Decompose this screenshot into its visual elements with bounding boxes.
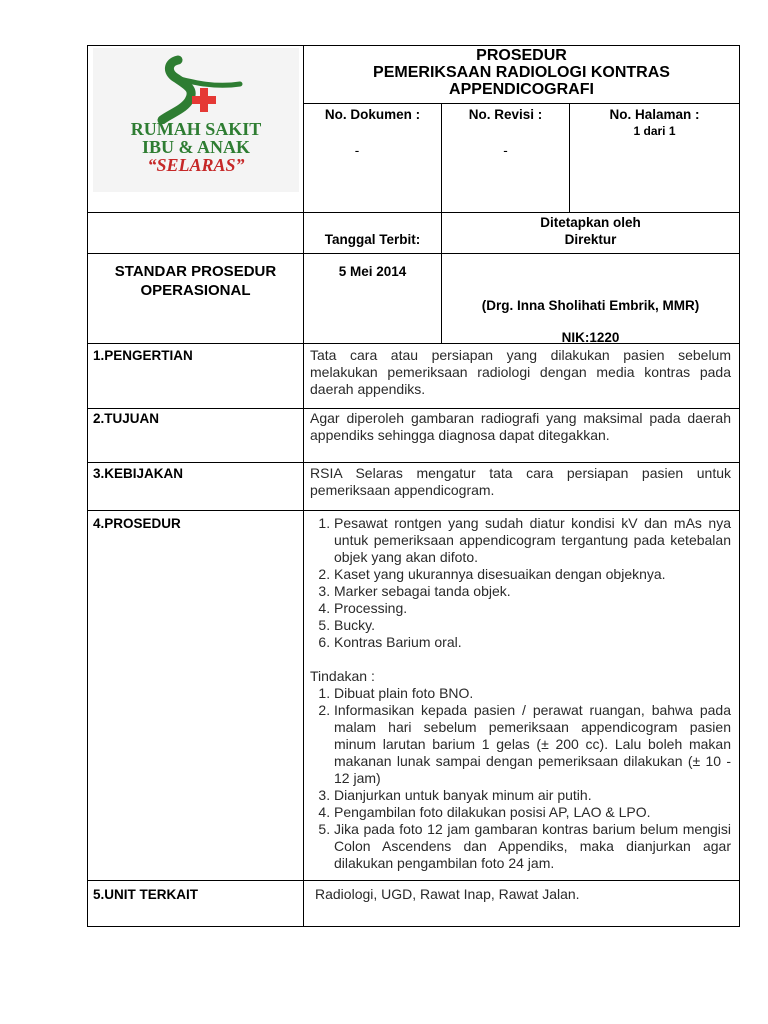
issue-date-value: 5 Mei 2014 [338, 264, 407, 279]
list-item: 1. Pesawat rontgen yang sudah diatur kondisi kV dan mAs nya untuk pemeriksaan appendicogram tergantung pada ketebalan objek yang akan difoto. [334, 515, 731, 566]
issue-date-label: Tanggal Terbit: [324, 232, 421, 247]
list-item: 6. Kontras Barium oral. [334, 634, 731, 651]
list-item: 2. Informasikan kepada pasien / perawat ruangan, bahwa pada malam hari sebelum pemeriksaan appendicogram pasien minum larutan barium 1 gelas (± 200 cc). Lalu boleh makan makanan lunak sampai dengan pemeriksaan dilakukan (± 10 - 12 jam) [334, 702, 731, 787]
section-label-tujuan: 2.TUJUAN [93, 411, 160, 426]
title-line-3: APPENDICOGRAFI [449, 81, 594, 98]
doc-number-label: No. Dokumen : [324, 107, 421, 122]
signer-name: (Drg. Inna Sholihati Embrik, MMR) [481, 298, 700, 313]
sop-line-2: OPERASIONAL [140, 282, 251, 299]
hospital-logo [93, 48, 299, 192]
section-text-pengertian: Tata cara atau persiapan yang dilakukan pasien sebelum melakukan pemeriksaan radiologi dengan media kontras pada daerah appendiks. [310, 347, 731, 397]
equipment-list [310, 515, 731, 651]
page-number-value: 1 dari 1 [633, 124, 676, 138]
logo-emblem-icon [148, 54, 258, 124]
action-list [310, 685, 731, 872]
approved-by-line-1: Ditetapkan oleh [540, 215, 641, 230]
section-text-tujuan: Agar diperoleh gambaran radiografi yang maksimal pada daerah appendiks sehingga diagnosa dapat ditegakkan. [310, 410, 731, 443]
approved-by [442, 214, 739, 248]
revision-value: - [503, 143, 508, 158]
list-item: 1. Dibuat plain foto BNO. [334, 685, 731, 702]
sop-line-1: STANDAR PROSEDUR [114, 263, 277, 280]
section-label-pengertian: 1.PENGERTIAN [93, 348, 193, 363]
page-number-label: No. Halaman : [609, 107, 700, 122]
section-text-unit: Radiologi, UGD, Rawat Inap, Rawat Jalan. [315, 886, 580, 902]
tindakan-label: Tindakan : [310, 668, 375, 684]
logo-line-2: IBU & ANAK [141, 137, 250, 157]
logo-line-1: RUMAH SAKIT [130, 119, 262, 139]
title-line-2: PEMERIKSAAN RADIOLOGI KONTRAS [373, 64, 670, 81]
section-body-prosedur [310, 515, 731, 872]
list-item: 3. Marker sebagai tanda objek. [334, 583, 731, 600]
doc-number-value: - [354, 143, 360, 158]
list-item: 3. Dianjurkan untuk banyak minum air putih. [334, 787, 731, 804]
list-item: 2. Kaset yang ukurannya disesuaikan dengan objeknya. [334, 566, 731, 583]
section-text-kebijakan: RSIA Selaras mengatur tata cara persiapan pasien untuk pemeriksaan appendicogram. [310, 465, 731, 498]
list-item: 5. Bucky. [334, 617, 731, 634]
signer-nik: NIK:1220 [561, 330, 620, 345]
approved-by-line-2: Direktur [564, 232, 617, 247]
title-line-1: PROSEDUR [476, 47, 567, 64]
sop-heading [88, 262, 303, 300]
section-label-unit: 5.UNIT TERKAIT [93, 887, 199, 902]
section-label-kebijakan: 3.KEBIJAKAN [93, 466, 184, 481]
logo-line-3: “SELARAS” [147, 155, 245, 175]
revision-label: No. Revisi : [468, 107, 543, 122]
document-title [304, 47, 739, 98]
list-item: 4. Processing. [334, 600, 731, 617]
section-label-prosedur: 4.PROSEDUR [93, 516, 181, 531]
list-item: 4. Pengambilan foto dilakukan posisi AP, LAO & LPO. [334, 804, 731, 821]
list-item: 5. Jika pada foto 12 jam gambaran kontras barium belum mengisi Colon Ascendens dan Appendiks, maka dianjurkan agar dilakukan pengambilan foto 24 jam. [334, 821, 731, 872]
